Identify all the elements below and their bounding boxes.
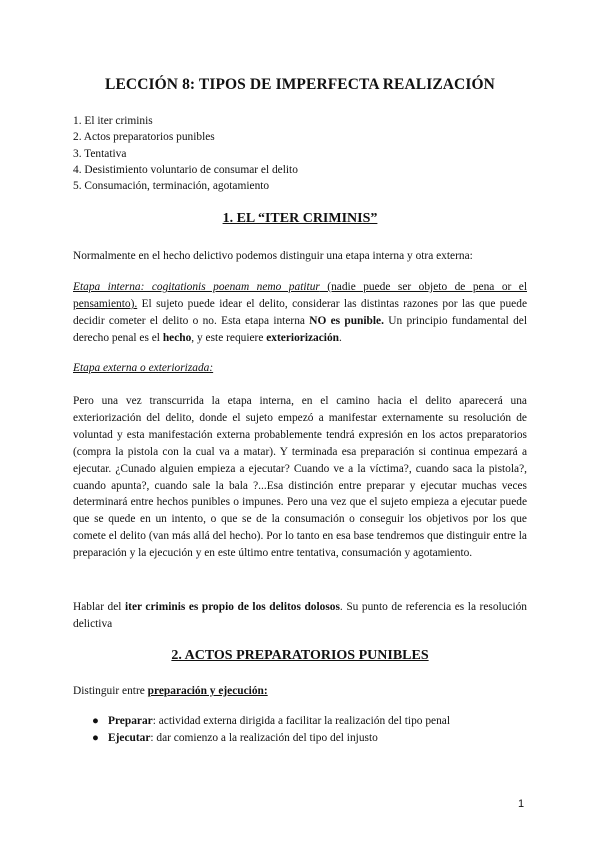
list-item bbox=[92, 713, 450, 730]
list-item bbox=[92, 730, 450, 747]
section-1-heading: 1. EL “ITER CRIMINIS” bbox=[222, 211, 378, 226]
exteriorizacion-emphasis: exteriorización bbox=[266, 331, 339, 344]
bullet-definition: : actividad externa dirigida a facilitar la realización del tipo penal bbox=[152, 715, 450, 727]
hecho-emphasis: hecho bbox=[162, 331, 192, 344]
etapa-interna-text: Un principio fundamental del derecho penal es el bbox=[73, 314, 527, 344]
etapa-interna-text: , y este requiere bbox=[191, 331, 267, 344]
bullet-icon: ● bbox=[92, 732, 99, 744]
etapa-interna-paragraph bbox=[73, 279, 527, 347]
etapa-interna-text: . bbox=[339, 331, 342, 344]
etapa-externa-label bbox=[73, 360, 527, 377]
distinguir-text: Distinguir entre bbox=[73, 685, 148, 697]
distinguir-paragraph bbox=[73, 683, 527, 700]
section-2-heading: 2. ACTOS PREPARATORIOS PUNIBLES bbox=[171, 648, 429, 663]
definitions-list bbox=[92, 713, 450, 747]
toc-item: 2. Actos preparatorios punibles bbox=[73, 131, 215, 144]
bullet-icon: ● bbox=[92, 715, 99, 727]
table-of-contents bbox=[73, 113, 298, 194]
bullet-definition: : dar comienzo a la realización del tipo del injusto bbox=[150, 732, 378, 744]
page-number: 1 bbox=[518, 798, 525, 810]
bullet-term: Preparar bbox=[108, 715, 153, 727]
toc-item: 4. Desistimiento voluntario de consumar el delito bbox=[73, 163, 298, 176]
toc-item: 3. Tentativa bbox=[73, 147, 127, 160]
hablar-paragraph bbox=[73, 599, 527, 633]
section-1-intro: Normalmente en el hecho delictivo podemos distinguir una etapa interna y otra externa: bbox=[73, 250, 473, 262]
etapa-externa-paragraph: Pero una vez transcurrida la etapa interna, en el camino hacia el delito aparecerá una exteriorización del delito, donde el sujeto empezó a manifestar externamente su resolución de voluntad y esta manifestación externa probablemente tendrá expresión en los actos preparatorios (compra la pistola con la cual va a matar). Y terminada esa preparación si continua empezará a ejecutar. ¿Cunado alguien empieza a ejecutar? Cuando ve a la víctima?, cuando saca la pistola?, cuando apunta?, cuando sale la bala ?...Esa distinción entre preparar y ejecutar muchas veces determinará entre hechos punibles o impunes. Pero una vez que el sujeto empieza a ejecutar puede que se quede en un intento, o que se de la consumación o conseguir los objetivos por los que comete el delito (van más allá del hecho). Por lo tanto en esa base tendremos que distinguir entre la preparación y la ejecución y en este último entre tentativa, consumación y agotamiento. bbox=[73, 395, 527, 560]
etapa-interna-gloss: (nadie puede ser objeto de pena or el pensamiento). bbox=[73, 281, 528, 310]
etapa-interna-text: El sujeto puede idear el delito, considerar las distintas razones por las que puede decidir cometer el delito o no. Esta etapa interna bbox=[73, 297, 527, 327]
hablar-text: Hablar del bbox=[73, 601, 126, 613]
etapa-interna-label: Etapa interna: cogitationis poenam nemo patitur bbox=[73, 281, 320, 293]
preparacion-ejecucion-emphasis: preparación y ejecución: bbox=[147, 685, 268, 697]
toc-item: 1. El iter criminis bbox=[73, 115, 153, 127]
hablar-text: . Su punto de referencia es la resolución delictiva bbox=[73, 601, 528, 630]
lesson-title: LECCIÓN 8: TIPOS DE IMPERFECTA REALIZACIÓN bbox=[105, 76, 495, 93]
toc-item: 5. Consumación, terminación, agotamiento bbox=[73, 180, 270, 193]
no-punible-emphasis: NO es punible. bbox=[309, 314, 384, 327]
etapa-externa-label-text: Etapa externa o exteriorizada: bbox=[73, 362, 214, 374]
bullet-term: Ejecutar bbox=[108, 732, 151, 744]
delitos-dolosos-emphasis: iter criminis es propio de los delitos dolosos bbox=[125, 601, 340, 613]
